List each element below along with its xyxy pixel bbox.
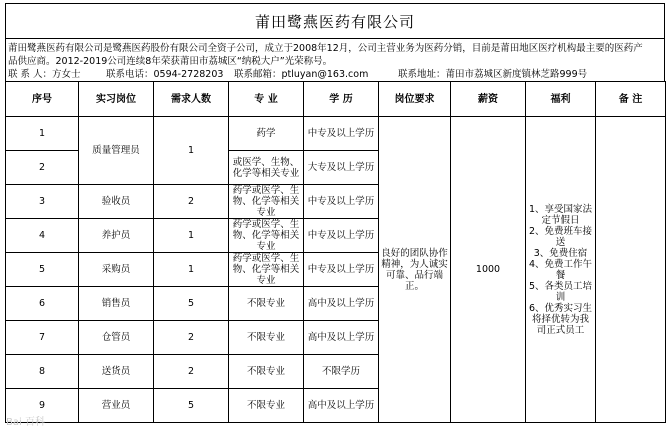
benefit-item: 2、免费班车接送 [528,225,593,248]
row-education: 中专及以上学历 [304,253,379,287]
row-remarks [596,117,666,423]
row-requirement: 良好的团队协作精神，为人诚实可靠、品行端正。 [379,117,451,423]
row-major: 药学 [229,117,304,151]
row-position: 送货员 [79,355,154,389]
row-major: 或医学、生物、化学等相关专业 [229,151,304,185]
row-count: 2 [154,185,229,219]
header-requirement: 岗位要求 [379,82,451,117]
row-count: 2 [154,321,229,355]
benefit-item: 3、免费住宿 [533,247,588,259]
intro-line-2: 品供应商。2012-2019公司连续8年荣获莆田市荔城区“纳税大户”光荣称号。 [8,56,333,67]
row-benefits [526,117,596,423]
row-no: 7 [6,321,79,355]
header-benefits: 福利 [526,82,596,117]
positions-table [5,81,666,423]
row-no: 5 [6,253,79,287]
row-major: 不限专业 [229,389,304,423]
row-major: 不限专业 [229,287,304,321]
row-major: 药学或医学、生物、化学等相关专业 [229,253,304,287]
row-education: 高中及以上学历 [304,287,379,321]
row-education: 大专及以上学历 [304,151,379,185]
row-no: 8 [6,355,79,389]
row-count: 1 [154,117,229,185]
row-no: 3 [6,185,79,219]
table-row [6,117,666,151]
row-major: 药学或医学、生物、化学等相关专业 [229,219,304,253]
row-count: 5 [154,389,229,423]
company-title: 莆田鹭燕医药有限公司 [5,3,665,39]
row-count: 5 [154,287,229,321]
row-no: 4 [6,219,79,253]
recruitment-sheet [5,3,665,427]
row-count: 1 [154,219,229,253]
header-position: 实习岗位 [79,82,154,117]
header-count: 需求人数 [154,82,229,117]
header-no: 序号 [6,82,79,117]
row-education: 高中及以上学历 [304,321,379,355]
row-education: 中专及以上学历 [304,185,379,219]
benefit-item: 6、优秀实习生将择优转为我司正式员工 [528,302,593,336]
row-no: 6 [6,287,79,321]
watermark: Bai 百科 [6,417,45,428]
benefit-item: 4、免费工作午餐 [528,258,593,281]
row-position: 营业员 [79,389,154,423]
row-major: 不限专业 [229,355,304,389]
header-salary: 薪资 [451,82,526,117]
row-education: 中专及以上学历 [304,219,379,253]
row-education: 中专及以上学历 [304,117,379,151]
row-major: 药学或医学、生物、化学等相关专业 [229,185,304,219]
contact-person: 联 系 人：方女士 [8,69,81,80]
row-position: 仓管员 [79,321,154,355]
row-education: 高中及以上学历 [304,389,379,423]
row-no: 1 [6,117,79,151]
row-count: 1 [154,253,229,287]
row-major: 不限专业 [229,321,304,355]
intro-line-1: 莆田鹭燕医药有限公司是鹭燕医药股份有限公司全资子公司，成立于2008年12月，公司主营业务为医药分销，目前是莆田地区医疗机构最主要的医药产 [8,43,643,54]
header-education: 学 历 [304,82,379,117]
row-position: 养护员 [79,219,154,253]
row-education: 不限学历 [304,355,379,389]
row-no: 2 [6,151,79,185]
row-position: 采购员 [79,253,154,287]
header-remarks: 备 注 [596,82,666,117]
row-position: 验收员 [79,185,154,219]
contact-line [8,68,662,81]
contact-email: 联系邮箱：ptluyan@163.com [234,69,369,80]
row-position: 销售员 [79,287,154,321]
contact-address: 联系地址：莆田市荔城区新度镇林芝路999号 [398,69,588,80]
benefit-item: 5、各类员工培训 [528,280,593,303]
table-header-row [6,82,666,117]
row-count: 2 [154,355,229,389]
row-no: 9 [6,389,79,423]
row-salary: 1000 [451,117,526,423]
header-major: 专 业 [229,82,304,117]
company-intro [5,39,665,81]
contact-phone: 联系电话：0594-2728203 [106,69,224,80]
row-position: 质量管理员 [79,117,154,185]
benefit-item: 1、享受国家法定节假日 [528,203,593,226]
